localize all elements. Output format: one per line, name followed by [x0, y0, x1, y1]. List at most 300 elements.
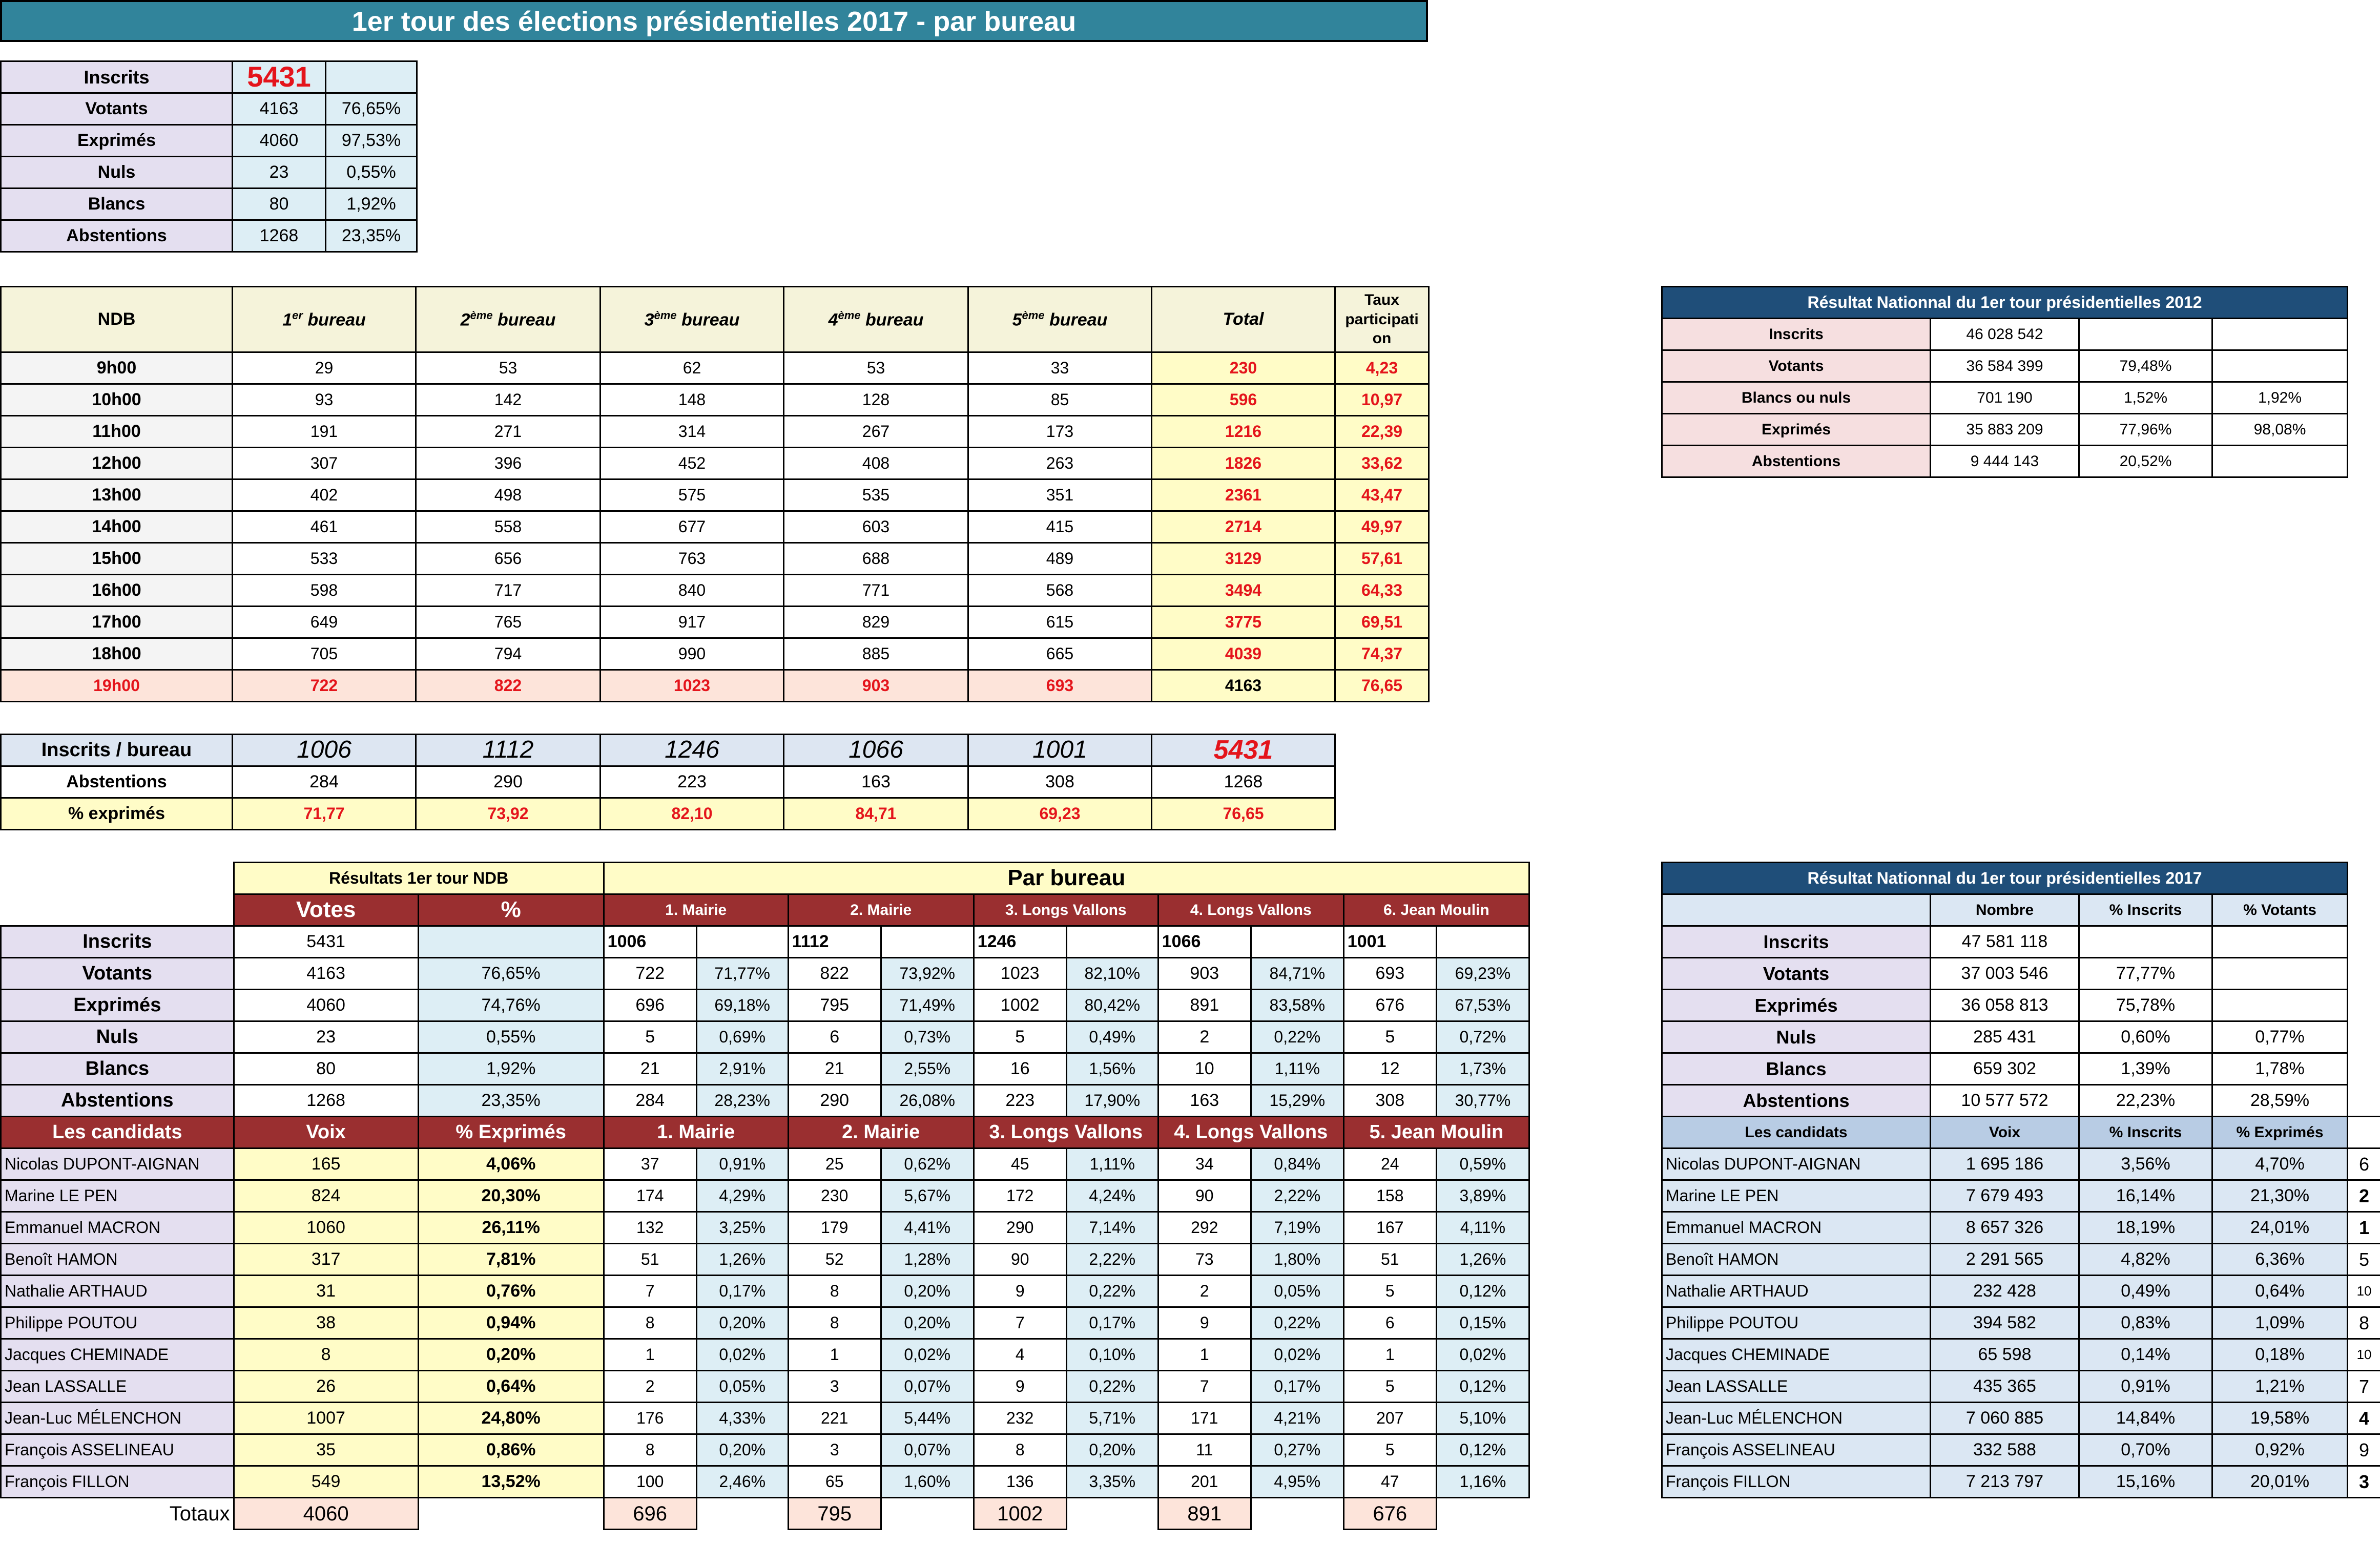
candidate-voix: 7 060 885 — [1931, 1403, 2079, 1434]
stat-pct: 74,76% — [418, 990, 604, 1021]
bureau-pct: 26,08% — [881, 1085, 974, 1117]
bureau-pct: 84,71% — [1251, 958, 1343, 990]
hourly-value: 665 — [968, 638, 1152, 670]
stat-label: Inscrits — [1, 926, 234, 958]
row-label: % exprimés — [1, 798, 233, 830]
bureau-pct: 0,17% — [696, 1276, 788, 1307]
bureau-pct: 4,29% — [696, 1180, 788, 1212]
hourly-value: 688 — [784, 543, 968, 575]
bureau-votes: 21 — [604, 1053, 696, 1085]
bureau-pct — [1436, 926, 1529, 958]
bureau-votes: 1 — [604, 1339, 696, 1371]
bureau-pct: 0,17% — [1066, 1307, 1158, 1339]
bureau-pct: 1,26% — [1436, 1244, 1529, 1276]
bureau-pct: 28,23% — [696, 1085, 788, 1117]
hour-label: 17h00 — [1, 607, 233, 638]
totaux-bureau: 1002 — [974, 1498, 1066, 1530]
bureau-header: 5. Jean Moulin — [1343, 1117, 1529, 1149]
bureau-header: 4. Longs Vallons — [1158, 1117, 1343, 1149]
bureau-pct: 5,67% — [881, 1180, 974, 1212]
candidate-pct-exprimes: 19,58% — [2212, 1403, 2348, 1434]
bureau-pct — [1066, 926, 1158, 958]
bureau-pct: 0,72% — [1436, 1021, 1529, 1053]
bureau-votes: 3 — [788, 1434, 881, 1466]
candidate-voix: 1007 — [234, 1403, 418, 1434]
hourly-value: 351 — [968, 479, 1152, 511]
stat-pct: 1,92% — [418, 1053, 604, 1085]
stat-pct: 23,35% — [418, 1085, 604, 1117]
hourly-row — [1, 543, 1429, 575]
expr-value: 71,77 — [233, 798, 416, 830]
bureau-votes: 795 — [788, 990, 881, 1021]
hourly-total: 230 — [1152, 352, 1335, 384]
bureau-votes: 65 — [788, 1466, 881, 1498]
candidate-pct-inscrits: 4,82% — [2079, 1244, 2212, 1276]
hourly-taux: 57,61 — [1335, 543, 1429, 575]
bureau-votes: 232 — [974, 1403, 1066, 1434]
nat2017-row — [1662, 1053, 2380, 1085]
inscrits-value: 1112 — [416, 735, 601, 766]
candidate-name: Jean LASSALLE — [1, 1371, 234, 1403]
bureau-votes: 5 — [1343, 1276, 1436, 1307]
candidates-header: Les candidats — [1, 1117, 234, 1149]
bureau-pct: 71,77% — [696, 958, 788, 990]
candidate-row — [1, 1371, 1529, 1403]
bureau-pct: 1,60% — [881, 1466, 974, 1498]
candidates-head-row — [1, 1117, 1529, 1149]
candidate-pct: 4,06% — [418, 1149, 604, 1180]
stat-label: Exprimés — [1, 990, 234, 1021]
summary-label: Abstentions — [1, 220, 233, 252]
stat-label: Abstentions — [1, 1085, 234, 1117]
bureau-pct: 3,25% — [696, 1212, 788, 1244]
bureau-pct: 0,05% — [696, 1371, 788, 1403]
candidate-row — [1, 1212, 1529, 1244]
hourly-taux: 22,39 — [1335, 416, 1429, 448]
hourly-value: 93 — [233, 384, 416, 416]
hourly-value: 53 — [784, 352, 968, 384]
hour-label: 13h00 — [1, 479, 233, 511]
par-bureau-header: Par bureau — [604, 863, 1529, 894]
results-table — [0, 862, 1530, 1530]
abst-total: 1268 — [1152, 766, 1335, 798]
abst-value: 163 — [784, 766, 968, 798]
candidate-voix: 8 657 326 — [1931, 1212, 2079, 1244]
hourly-value: 794 — [416, 638, 601, 670]
bureau-votes: 9 — [974, 1276, 1066, 1307]
bureau-header: 6. Jean Moulin — [1343, 894, 1529, 926]
hourly-value: 191 — [233, 416, 416, 448]
bureau-pct: 67,53% — [1436, 990, 1529, 1021]
nat2017-candidate-row — [1662, 1244, 2380, 1276]
candidate-pct-exprimes: 1,21% — [2212, 1371, 2348, 1403]
nat2017-title-row — [1662, 863, 2380, 894]
candidate-row — [1, 1339, 1529, 1371]
hourly-value: 148 — [601, 384, 784, 416]
candidate-name: Emmanuel MACRON — [1, 1212, 234, 1244]
bureau-votes: 45 — [974, 1149, 1066, 1180]
hour-label: 10h00 — [1, 384, 233, 416]
summary-row — [1, 125, 417, 157]
results-stat-row — [1, 990, 1529, 1021]
taux-header: Taux participati on — [1335, 287, 1429, 352]
candidate-pct-inscrits: 3,56% — [2079, 1149, 2212, 1180]
blank-cell — [1066, 1498, 1158, 1530]
nat-pct2 — [2212, 350, 2348, 382]
pct-exprimes-header: % Exprimés — [418, 1117, 604, 1149]
nat-pct: 79,48% — [2079, 350, 2212, 382]
bureau-votes: 11 — [1158, 1434, 1251, 1466]
nat2012-row — [1662, 414, 2348, 446]
bureau-pct: 80,42% — [1066, 990, 1158, 1021]
hourly-taux: 69,51 — [1335, 607, 1429, 638]
candidate-voix: 317 — [234, 1244, 418, 1276]
bureau-1-header: 1er bureau — [233, 287, 416, 352]
candidate-rank: 3 — [2348, 1466, 2380, 1498]
blank-cell — [2348, 894, 2380, 926]
blank-cell — [2348, 1021, 2380, 1053]
candidate-rank: 5 — [2348, 1244, 2380, 1276]
inscrits-total: 5431 — [1152, 735, 1335, 766]
summary-row — [1, 93, 417, 125]
nat-value: 10 577 572 — [1931, 1085, 2079, 1117]
nat-pct2: 1,78% — [2212, 1053, 2348, 1085]
bureau-votes: 1002 — [974, 990, 1066, 1021]
hourly-value: 53 — [416, 352, 601, 384]
bureau-pct: 69,23% — [1436, 958, 1529, 990]
bureau-votes: 891 — [1158, 990, 1251, 1021]
bureau-header: 3. Longs Vallons — [974, 1117, 1158, 1149]
candidate-voix: 31 — [234, 1276, 418, 1307]
candidate-name: François ASSELINEAU — [1, 1434, 234, 1466]
hourly-value: 128 — [784, 384, 968, 416]
summary-label: Exprimés — [1, 125, 233, 157]
nat-value: 37 003 546 — [1931, 958, 2079, 990]
nat-pct2: 28,59% — [2212, 1085, 2348, 1117]
blank-cell — [1436, 1498, 1529, 1530]
candidate-name: Jacques CHEMINADE — [1, 1339, 234, 1371]
candidate-pct-inscrits: 15,16% — [2079, 1466, 2212, 1498]
blank-cell — [696, 1498, 788, 1530]
hourly-taux: 10,97 — [1335, 384, 1429, 416]
bureau-votes: 6 — [1343, 1307, 1436, 1339]
nat2017-candidate-row — [1662, 1371, 2380, 1403]
bureau-votes: 25 — [788, 1149, 881, 1180]
inscrits-value: 1006 — [233, 735, 416, 766]
totaux-bureau: 676 — [1343, 1498, 1436, 1530]
nat2017-candidate-row — [1662, 1434, 2380, 1466]
candidate-rank: 7 — [2348, 1371, 2380, 1403]
stat-label: Blancs — [1, 1053, 234, 1085]
nat-label: Abstentions — [1662, 1085, 1931, 1117]
candidate-voix: 1 695 186 — [1931, 1149, 2079, 1180]
hourly-value: 271 — [416, 416, 601, 448]
hourly-final-row — [1, 670, 1429, 702]
blank-cell — [2348, 958, 2380, 990]
summary-pct — [326, 61, 417, 93]
candidate-pct-inscrits: 0,91% — [2079, 1371, 2212, 1403]
hour-label: 14h00 — [1, 511, 233, 543]
nat2017-candidate-row — [1662, 1339, 2380, 1371]
candidate-voix: 8 — [234, 1339, 418, 1371]
bureau-pct: 4,21% — [1251, 1403, 1343, 1434]
nat-pct: 1,39% — [2079, 1053, 2212, 1085]
nat-pct2: 1,92% — [2212, 382, 2348, 414]
national-2012-table — [1661, 286, 2348, 478]
bureau-votes: 174 — [604, 1180, 696, 1212]
hourly-value: 173 — [968, 416, 1152, 448]
hourly-value: 903 — [784, 670, 968, 702]
summary-pct: 23,35% — [326, 220, 417, 252]
candidate-pct-exprimes: 0,64% — [2212, 1276, 2348, 1307]
hourly-value: 990 — [601, 638, 784, 670]
nat-pct2: 98,08% — [2212, 414, 2348, 446]
nat2017-candidate-row — [1662, 1403, 2380, 1434]
candidate-name: Marine LE PEN — [1662, 1180, 1931, 1212]
nat2017-candidate-row — [1662, 1180, 2380, 1212]
hourly-value: 575 — [601, 479, 784, 511]
nat2017-row — [1662, 926, 2380, 958]
nat-pct: 75,78% — [2079, 990, 2212, 1021]
bureau-pct: 4,41% — [881, 1212, 974, 1244]
bureau-votes: 37 — [604, 1149, 696, 1180]
hourly-value: 822 — [416, 670, 601, 702]
hourly-value: 33 — [968, 352, 1152, 384]
nat-value: 35 883 209 — [1931, 414, 2079, 446]
summary-label: Inscrits — [1, 61, 233, 93]
results-stat-row — [1, 958, 1529, 990]
hourly-value: 649 — [233, 607, 416, 638]
nat-pct: 20,52% — [2079, 446, 2212, 477]
bureau-pct: 0,02% — [881, 1339, 974, 1371]
bureau-pct: 0,02% — [1251, 1339, 1343, 1371]
nat2017-row — [1662, 990, 2380, 1021]
blank-cell — [1, 894, 234, 926]
votes-header: Votes — [234, 894, 418, 926]
nat-pct2 — [2212, 990, 2348, 1021]
bureau-votes: 47 — [1343, 1466, 1436, 1498]
bureau-votes: 1 — [1158, 1339, 1251, 1371]
bureau-votes: 10 — [1158, 1053, 1251, 1085]
nat-pct2 — [2212, 319, 2348, 350]
expr-bureau-row — [1, 798, 1335, 830]
inscrits-value: 1066 — [784, 735, 968, 766]
bureau-pct: 0,07% — [881, 1371, 974, 1403]
summary-value: 1268 — [233, 220, 326, 252]
bureau-votes: 8 — [788, 1307, 881, 1339]
bureau-votes: 221 — [788, 1403, 881, 1434]
hourly-value: 396 — [416, 448, 601, 479]
hourly-taux: 43,47 — [1335, 479, 1429, 511]
nat-pct2 — [2212, 446, 2348, 477]
bureau-2-header: 2ème bureau — [416, 287, 601, 352]
nat-value: 9 444 143 — [1931, 446, 2079, 477]
blank-cell — [1251, 1498, 1343, 1530]
blank-cell — [418, 1498, 604, 1530]
bureau-pct: 0,59% — [1436, 1149, 1529, 1180]
candidate-name: François FILLON — [1, 1466, 234, 1498]
bureau-pct: 0,22% — [1251, 1021, 1343, 1053]
candidate-pct: 20,30% — [418, 1180, 604, 1212]
bureau-5-header: 5ème bureau — [968, 287, 1152, 352]
candidate-voix: 7 679 493 — [1931, 1180, 2079, 1212]
bureau-votes: 132 — [604, 1212, 696, 1244]
bureau-pct — [696, 926, 788, 958]
bureau-pct: 0,62% — [881, 1149, 974, 1180]
bureau-pct: 0,07% — [881, 1434, 974, 1466]
hourly-table — [0, 286, 1430, 702]
candidate-pct-inscrits: 0,83% — [2079, 1307, 2212, 1339]
bureau-votes: 136 — [974, 1466, 1066, 1498]
hourly-total: 3775 — [1152, 607, 1335, 638]
hourly-value: 307 — [233, 448, 416, 479]
summary-value: 23 — [233, 157, 326, 189]
bureau-header: 1. Mairie — [604, 1117, 788, 1149]
candidate-pct-inscrits: 18,19% — [2079, 1212, 2212, 1244]
expr-value: 73,92 — [416, 798, 601, 830]
hourly-taux: 4,23 — [1335, 352, 1429, 384]
summary-table — [0, 60, 418, 253]
blank-cell — [2348, 1117, 2380, 1149]
candidate-voix: 165 — [234, 1149, 418, 1180]
candidate-pct: 13,52% — [418, 1466, 604, 1498]
stat-pct: 0,55% — [418, 1021, 604, 1053]
hourly-total: 2714 — [1152, 511, 1335, 543]
nombre-header: Nombre — [1931, 894, 2079, 926]
candidate-pct-exprimes: 1,09% — [2212, 1307, 2348, 1339]
bureau-pct: 5,44% — [881, 1403, 974, 1434]
nat-value: 285 431 — [1931, 1021, 2079, 1053]
candidate-voix: 824 — [234, 1180, 418, 1212]
summary-row — [1, 157, 417, 189]
bureau-pct: 0,20% — [696, 1307, 788, 1339]
candidate-voix: 394 582 — [1931, 1307, 2079, 1339]
candidate-rank: 1 — [2348, 1212, 2380, 1244]
hourly-value: 885 — [784, 638, 968, 670]
candidate-pct: 0,86% — [418, 1434, 604, 1466]
hourly-value: 314 — [601, 416, 784, 448]
hour-label: 11h00 — [1, 416, 233, 448]
bureau-pct: 0,20% — [696, 1434, 788, 1466]
hourly-total: 4163 — [1152, 670, 1335, 702]
abstentions-bureau-row — [1, 766, 1335, 798]
ndb-header: NDB — [1, 287, 233, 352]
bureau-pct: 2,46% — [696, 1466, 788, 1498]
hourly-value: 598 — [233, 575, 416, 607]
hourly-value: 763 — [601, 543, 784, 575]
bureau-pct: 1,16% — [1436, 1466, 1529, 1498]
candidate-voix: 65 598 — [1931, 1339, 2079, 1371]
bureau-votes: 171 — [1158, 1403, 1251, 1434]
bureau-votes: 21 — [788, 1053, 881, 1085]
nat2017-candidate-row — [1662, 1149, 2380, 1180]
candidate-name: Jean-Luc MÉLENCHON — [1, 1403, 234, 1434]
candidate-name: Jean LASSALLE — [1662, 1371, 1931, 1403]
bureau-pct: 0,05% — [1251, 1276, 1343, 1307]
nat-label: Votants — [1662, 350, 1931, 382]
candidate-pct: 0,76% — [418, 1276, 604, 1307]
hourly-value: 677 — [601, 511, 784, 543]
totaux-label: Totaux — [169, 1502, 230, 1526]
nat-label: Blancs ou nuls — [1662, 382, 1931, 414]
bureau-votes: 290 — [974, 1212, 1066, 1244]
hourly-value: 558 — [416, 511, 601, 543]
summary-pct: 1,92% — [326, 189, 417, 220]
totaux-value: 4060 — [234, 1498, 418, 1530]
nat-pct: 77,77% — [2079, 958, 2212, 990]
hourly-value: 415 — [968, 511, 1152, 543]
bureau-votes: 3 — [788, 1371, 881, 1403]
hourly-value: 568 — [968, 575, 1152, 607]
nat-label: Inscrits — [1662, 926, 1931, 958]
bureau-stats-table — [0, 734, 1336, 830]
bureau-pct: 0,49% — [1066, 1021, 1158, 1053]
hour-label: 16h00 — [1, 575, 233, 607]
bureau-pct: 0,12% — [1436, 1434, 1529, 1466]
bureau-pct: 17,90% — [1066, 1085, 1158, 1117]
hour-label: 9h00 — [1, 352, 233, 384]
hourly-row — [1, 575, 1429, 607]
bureau-votes: 1006 — [604, 926, 696, 958]
bureau-4-header: 4ème bureau — [784, 287, 968, 352]
bureau-votes: 51 — [604, 1244, 696, 1276]
candidate-voix: 2 291 565 — [1931, 1244, 2079, 1276]
hourly-value: 461 — [233, 511, 416, 543]
summary-pct: 76,65% — [326, 93, 417, 125]
candidate-voix: 1060 — [234, 1212, 418, 1244]
stat-label: Nuls — [1, 1021, 234, 1053]
bureau-pct: 30,77% — [1436, 1085, 1529, 1117]
hourly-value: 840 — [601, 575, 784, 607]
candidate-pct: 0,94% — [418, 1307, 604, 1339]
candidate-pct-exprimes: 20,01% — [2212, 1466, 2348, 1498]
blank-cell — [1662, 894, 1931, 926]
abst-value: 290 — [416, 766, 601, 798]
candidate-pct-inscrits: 16,14% — [2079, 1180, 2212, 1212]
hourly-taux: 49,97 — [1335, 511, 1429, 543]
bureau-votes: 24 — [1343, 1149, 1436, 1180]
hourly-taux: 33,62 — [1335, 448, 1429, 479]
candidate-pct-exprimes: 6,36% — [2212, 1244, 2348, 1276]
candidate-name: Philippe POUTOU — [1662, 1307, 1931, 1339]
candidate-name: Jean-Luc MÉLENCHON — [1662, 1403, 1931, 1434]
bureau-pct — [881, 926, 974, 958]
bureau-pct: 1,73% — [1436, 1053, 1529, 1085]
nat-label: Votants — [1662, 958, 1931, 990]
bureau-votes: 5 — [1343, 1021, 1436, 1053]
candidate-voix: 549 — [234, 1466, 418, 1498]
nat2017-candidate-row — [1662, 1276, 2380, 1307]
hourly-value: 408 — [784, 448, 968, 479]
candidate-name: Jacques CHEMINADE — [1662, 1339, 1931, 1371]
nat2017-row — [1662, 1021, 2380, 1053]
nat-pct: 1,52% — [2079, 382, 2212, 414]
bureau-votes: 12 — [1343, 1053, 1436, 1085]
nat-label: Abstentions — [1662, 446, 1931, 477]
bureau-header: 1. Mairie — [604, 894, 788, 926]
bureau-votes: 1001 — [1343, 926, 1436, 958]
bureau-votes: 73 — [1158, 1244, 1251, 1276]
stat-votes: 80 — [234, 1053, 418, 1085]
nat2017-head-row — [1662, 894, 2380, 926]
nat-pct2 — [2212, 958, 2348, 990]
candidate-pct-exprimes: 0,18% — [2212, 1339, 2348, 1371]
bureau-votes: 1 — [1343, 1339, 1436, 1371]
bureau-votes: 100 — [604, 1466, 696, 1498]
candidate-rank: 6 — [2348, 1149, 2380, 1180]
candidate-rank: 2 — [2348, 1180, 2380, 1212]
blank-cell — [881, 1498, 974, 1530]
